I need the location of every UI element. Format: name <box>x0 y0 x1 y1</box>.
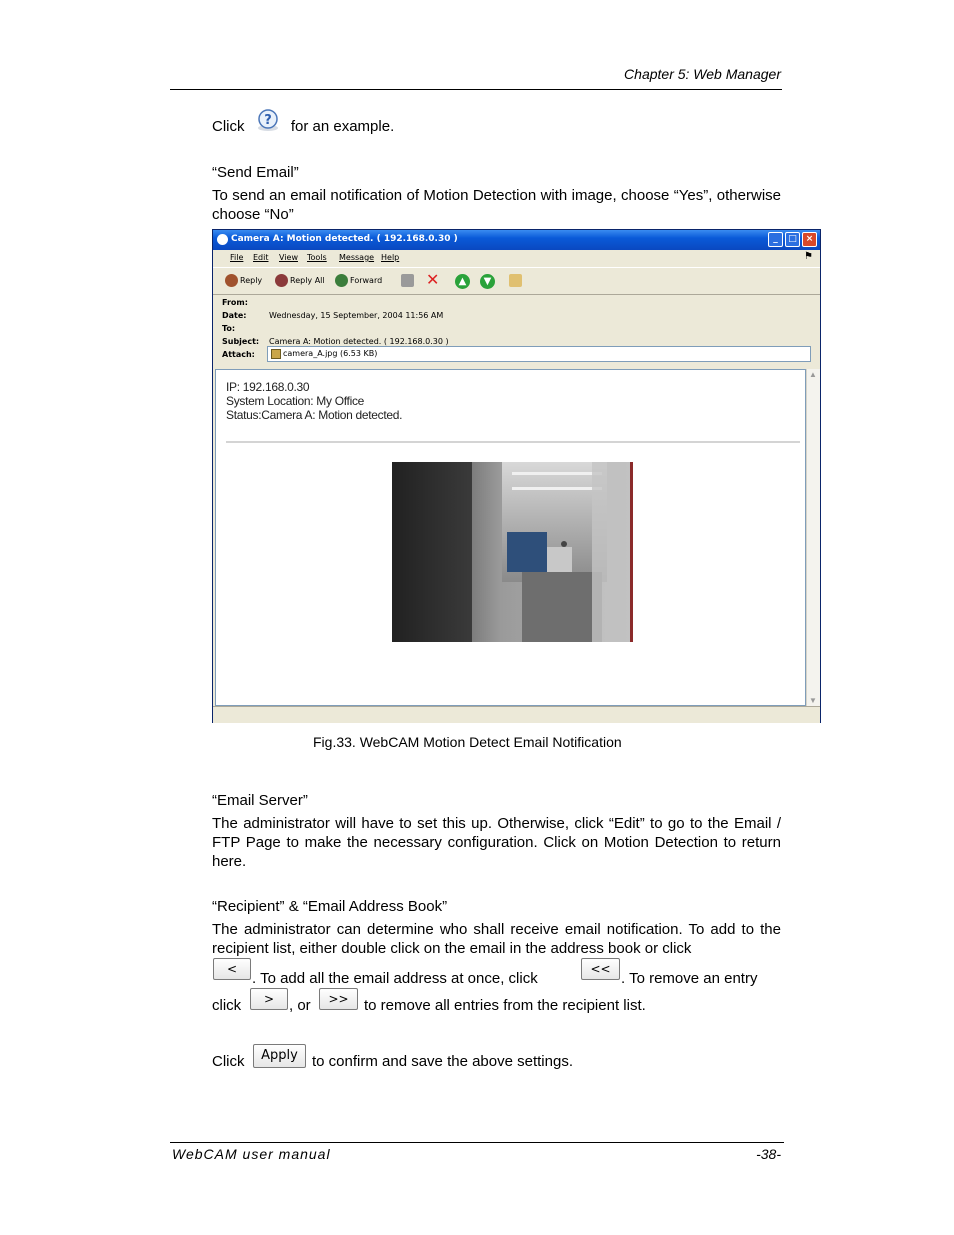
remove-recipient-button[interactable]: > <box>250 988 288 1010</box>
email-statusbar <box>213 706 820 723</box>
to-label: To: <box>222 324 236 333</box>
apply-button[interactable]: Apply <box>253 1044 306 1068</box>
recipient-heading: “Recipient” & “Email Address Book” <box>212 898 448 915</box>
body-status: Status:Camera A: Motion detected. <box>226 408 403 422</box>
email-window-title: Camera A: Motion detected. ( 192.168.0.30 ) <box>231 234 458 244</box>
send-email-text: To send an email notification of Motion Detection with image, choose “Yes”, otherwise choose “No” <box>212 187 781 223</box>
email-server-heading: “Email Server” <box>212 792 308 809</box>
email-header-fields <box>213 294 820 368</box>
send-email-heading: “Send Email” <box>212 164 299 181</box>
delete-button[interactable] <box>426 270 439 289</box>
email-menubar <box>213 250 820 266</box>
arrow-up-icon: ▲ <box>455 274 470 289</box>
email-window-screenshot <box>212 229 821 723</box>
reply-button[interactable]: Reply <box>225 274 262 287</box>
add-all-recipients-button[interactable]: << <box>581 958 620 980</box>
forward-button[interactable]: Forward <box>335 274 382 287</box>
email-server-text: The administrator will have to set this up. Otherwise, click “Edit” to go to the Email / FTP Page to make the necessary configuration. Click on Motion Detection to return here. <box>212 815 781 870</box>
add-recipient-button[interactable]: < <box>213 958 251 980</box>
footer-manual-title: WebCAM user manual <box>172 1146 331 1162</box>
subject-value: Camera A: Motion detected. ( 192.168.0.30 ) <box>269 337 449 346</box>
attachment-box[interactable] <box>267 346 811 362</box>
addresses-button[interactable] <box>509 274 522 287</box>
recipient-text-6: to remove all entries from the recipient list. <box>364 997 646 1014</box>
address-book-icon <box>509 274 522 287</box>
forward-icon <box>335 274 348 287</box>
camera-snapshot-image <box>392 462 633 642</box>
help-question-icon[interactable] <box>255 108 281 134</box>
windows-flag-icon: ⚑ <box>804 251 813 262</box>
body-divider <box>226 441 800 443</box>
header-rule <box>170 89 782 90</box>
chapter-header: Chapter 5: Web Manager <box>624 66 781 82</box>
recipient-text-4: click <box>212 997 242 1014</box>
recipient-text-5: , or <box>289 997 311 1014</box>
menu-tools[interactable]: Tools <box>307 253 327 262</box>
minimize-icon[interactable]: _ <box>768 232 783 247</box>
footer-page-number: -38- <box>756 1146 781 1162</box>
menu-message[interactable]: Message <box>339 253 375 262</box>
help-line-before: Click <box>212 118 245 135</box>
footer-rule <box>170 1142 784 1143</box>
help-line-after: for an example. <box>290 118 395 135</box>
reply-icon <box>225 274 238 287</box>
menu-help[interactable]: Help <box>381 253 400 262</box>
reply-all-button[interactable]: Reply All <box>275 274 325 287</box>
menu-view[interactable]: View <box>279 253 298 262</box>
recipient-text-1: The administrator can determine who shall receive email notification. To add to the recipient list, either double click on the email in the address book or click <box>212 921 781 957</box>
maximize-icon[interactable]: □ <box>785 232 800 247</box>
previous-button[interactable] <box>455 274 470 289</box>
reply-all-icon <box>275 274 288 287</box>
subject-label: Subject: <box>222 337 260 346</box>
delete-x-icon: ✕ <box>426 270 440 289</box>
scroll-up-icon[interactable]: ▲ <box>809 370 817 379</box>
printer-icon <box>401 274 414 287</box>
envelope-icon <box>217 234 228 245</box>
menu-file[interactable]: File <box>230 253 244 262</box>
from-label: From: <box>222 298 248 307</box>
figure-caption: Fig.33. WebCAM Motion Detect Email Notification <box>313 734 622 750</box>
recipient-text-2: . To add all the email address at once, click <box>252 970 538 987</box>
svg-text:?: ? <box>263 113 272 129</box>
apply-line-after: to confirm and save the above settings. <box>312 1053 573 1070</box>
email-toolbar <box>213 267 820 295</box>
body-location: System Location: My Office <box>226 394 365 408</box>
recipient-text-3: . To remove an entry <box>621 970 758 987</box>
recipient-line-2 <box>212 958 781 987</box>
date-value: Wednesday, 15 September, 2004 11:56 AM <box>269 311 444 320</box>
body-ip: IP: 192.168.0.30 <box>226 380 310 394</box>
apply-line-before: Click <box>212 1053 245 1070</box>
help-line <box>212 106 394 136</box>
attachment-filename[interactable]: camera_A.jpg (6.53 KB) <box>283 349 378 358</box>
email-body-text <box>226 380 402 422</box>
email-window-titlebar <box>213 230 820 250</box>
print-button[interactable] <box>401 274 414 287</box>
apply-line <box>212 1043 781 1071</box>
email-body-scrollbar[interactable] <box>806 369 820 706</box>
recipient-line-3 <box>212 986 781 1012</box>
remove-all-recipients-button[interactable]: >> <box>319 988 358 1010</box>
image-file-icon <box>271 349 281 359</box>
scroll-down-icon[interactable]: ▼ <box>809 696 817 705</box>
attach-label: Attach: <box>222 350 255 359</box>
close-icon[interactable]: × <box>802 232 817 247</box>
next-button[interactable] <box>480 274 495 289</box>
menu-edit[interactable]: Edit <box>253 253 269 262</box>
date-label: Date: <box>222 311 247 320</box>
email-body-pane <box>215 369 806 706</box>
arrow-down-icon: ▼ <box>480 274 495 289</box>
